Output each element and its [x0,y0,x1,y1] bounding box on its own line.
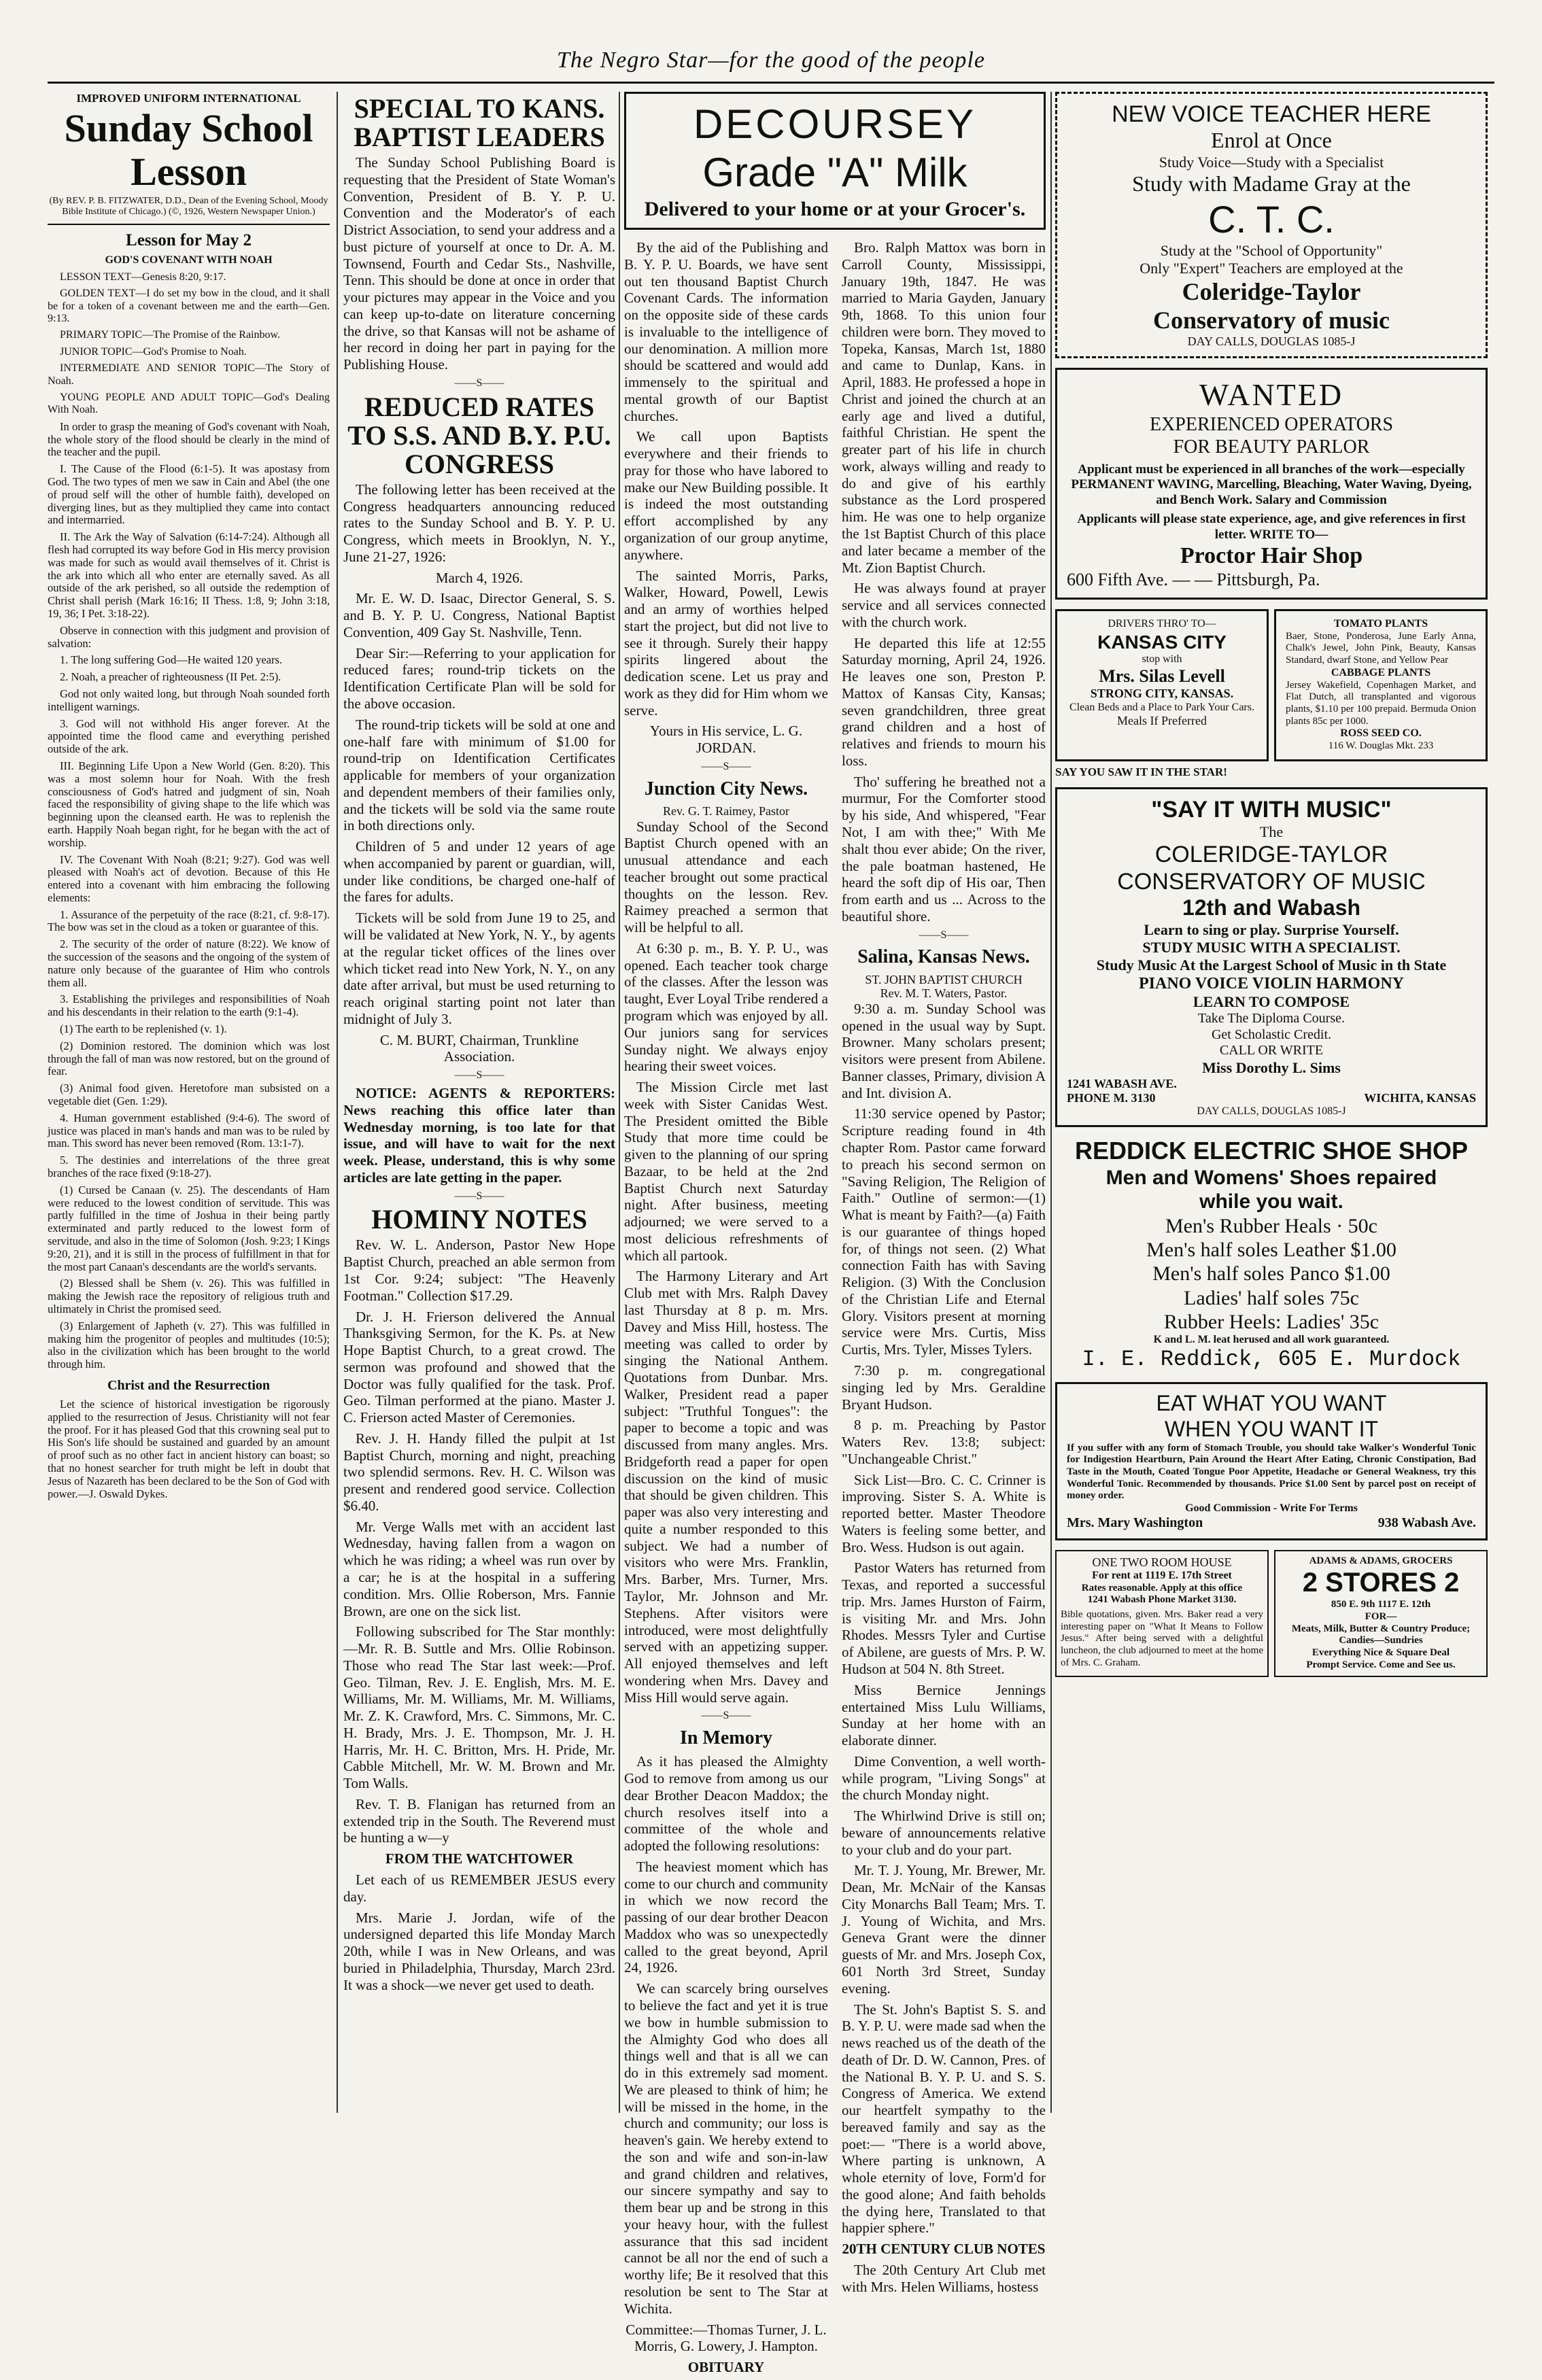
body-para: 3. God will not withhold His anger forever. At the appointed time the flood came and everything perished outside of the ark. [48,717,330,756]
body-para: The sainted Morris, Parks, Walker, Howard, Powell, Lewis and an army of worthies helped start the project, but did not live to see it through. Surely their happy spirits lingered about the dedication scene. Let us pray and work as they did for Him whom we serve. [624,567,828,719]
body-para: 4. Human government established (9:4-6). The sword of justice was placed in man's hands and man was to be ruled by man. This sword has never been removed (Rom. 13:1-7). [48,1111,330,1150]
ad-say-it-with-music: "SAY IT WITH MUSIC" The COLERIDGE-TAYLOR CONSERVATORY OF MUSIC 12th and Wabash Learn to sing or play. Surprise Yourself. STUDY MUSIC WITH A SPECIALIST. Study Music At the Largest School of Music in th State PIANO VOICE VIOLIN HARMONY LEARN TO COMPOSE Take The Diploma Course. Get Scholastic Credit. CALL OR WRITE Miss Dorothy L. Sims 1241 WABASH AVE. PHONE M. 3130 WICHITA, KANSAS DAY CALLS, DOUGLAS 1085-J [1055,787,1488,1127]
letter-signature: C. M. BURT, Chairman, Trunkline Association. [379,1031,579,1065]
body-para: 1. The long suffering God—He waited 120 years. [60,653,283,667]
body-para: 2. The security of the order of nature (8:22). We know of the succession of the seasons and the ongoing of the system of nature only because of the guarantee of Him who controls them all. [48,937,330,989]
body-para: The St. John's Baptist S. S. and B. Y. P. U. were made sad when the news reached us of the death of the death of Dr. D. W. Cannon, Pres. of the National B. Y. P. U. and S. S. Congress of America. We extend our heartfelt sympathy to the bereaved family and say as the poet:— "There is a world above, Where parting is unknown, A whole eternity of love, Form'd for the good alone; And faith beholds the dying here, Translated to that happier sphere." [842,2001,1046,2237]
body-para: The Whirlwind Drive is still on; beware of announcements relative to your club and do your part. [842,1808,1046,1858]
notice: NOTICE: AGENTS & REPORTERS: News reaching this office later than Wednesday morning, is too late for that issue, and will have to wait for the next week. Please, understand, this is why some articles are late getting in the paper. [343,1084,615,1186]
body-para: 3. Establishing the privileges and responsibilities of Noah and his descendants in their relation to the earth (9:1-4). [48,993,330,1019]
headline-watchtower: FROM THE WATCHTOWER [385,1850,574,1867]
ad-wanted: WANTED EXPERIENCED OPERATORS FOR BEAUTY PARLOR Applicant must be experienced in all branches of the work—especially PERMANENT WAVING, Marcelling, Bleaching, Water Waving, Dyeing, and Bench Work. Salary and Commission Applicants will please state experience, age, and give references in first letter. WRITE TO— Proctor Hair Shop 600 Fifth Ave. — — Pittsburgh, Pa. [1055,368,1488,600]
body-para: Miss Bernice Jennings entertained Miss Lulu Williams, Sunday at her home with an elaborate dinner. [842,1681,1046,1749]
letter-date: March 4, 1926. [435,569,524,586]
body-para: We can scarcely bring ourselves to believe the fact and yet it is true we bow in humble submission to the Almighty God who does all things well and that is all we can do in this extremely sad moment. We are pleased to think of him; he will be missed in the home, in the church and community; our loss is heaven's gain. We hereby extend to the son and wife and son-in-law and grand children and relatives, our sincere sympathy and say to them bear up and be strong in this your heavy hour, with the fullest assurance that this sad incident cannot be all nor the end of such a worthy life; Be it resolved that this resolution be sent to The Star at Wichita. [624,1980,828,2317]
body-para: Observe in connection with this judgment and provision of salvation: [48,623,330,650]
top-rule [48,82,1494,84]
text-line: INTERMEDIATE AND SENIOR TOPIC—The Story of Noah. [48,362,330,387]
body-para: The following letter has been received at the Congress headquarters announcing reduced rates to the Sunday School and B. Y. P. U. Congress, which meets in Brooklyn, N. Y., June 21-27, 1926: [343,481,615,565]
body-para: Following subscribed for The Star monthly:—Mr. R. B. Suttle and Mrs. Ollie Robinson. Those who read The Star last week:—Prof. Geo. Tilman, Rev. J. E. English, Mrs. M. E. Williams, Mr. M. Williams, Mr. M. Williams, Mr. Z. K. Crawford, Mrs. C. Simmons, Mr. C. H. Brady, Mrs. J. E. Thompson, Mr. J. H. Harris, Mr. H. C. Britton, Mrs. H. Pride, Mr. Cabble Mitchell, Mr. W. M. Brown and Mr. Tom Walls. [343,1623,615,1792]
body-para: Sick List—Bro. C. C. Crinner is improving. Sister S. A. White is reported better. Master Theodore Waters is feeling some better, and Bro. Wess. Hudson is out again. [842,1471,1046,1555]
column-news-2: DECOURSEY Grade "A" Milk Delivered to your home or at your Grocer's. By the aid of the Publishing and B. Y. P. U. Boards, we have sent out ten thousand Baptist Church Covenant Cards. The information on the opposite side of these cards is invaluable to the intelligence of our denomination. A million more should be scattered and would add immensely to the spiritual and mental growth of our Baptist churches. We call upon Baptists everywhere and their friends to pray for those who have labored to make our New Building possible. It is indeed the most outstanding effort accomplished by any organization of our group anytime, anywhere. The sainted Morris, Parks, Walker, Howard, Powell, Lewis and an army of worthies helped start the project, but did not live to see it through. Surely their happy spirits lingered about the dedication scene. Let us pray and work as they did for Him whom we serve. Yours in His service, L. G. JORDAN. ——S—— Junction City News. Rev. G. T. Raimey, Pastor Sunday School of the Second Baptist Church opened with an unusual attendance and each teacher brought out some practical thoughts on the lesson. Rev. Raimey preached a sermon that will be helpful to all. At 6:30 p. m., B. Y. P. U., was opened. Each teacher took charge of the classes. After the lesson was taught, Ever Loyal Tribe rendered a program which was enjoyed by all. Our juniors sang for services Sunday night. We always enjoy hearing their sweet voices. The Mission Circle met last week with Sister Canidas West. The President omitted the Bible Study that more time could be given to the planning of our spring Bazaar, to be held at the 2nd Baptist Church next Saturday night. After business, meeting adjourned; we were served to a most delicious refreshments of which all partook. The Harmony Literary and Art Club met with Mrs. Ralph Davey last Thursday at 8 p. m. Mrs. Davey and Miss Hill, hostess. The meeting was called to order by singing the National Anthem. Quotations from Dunbar. Mrs. Walker, President read a paper subject: "Truthful Tongues": the paper to become a topic and was discussed from many angles. Mrs. Bridgeforth read a paper for open discussion on the kind of music that should be given children. This paper was also very interesting and quite a number responded to this subject. We had a number of visitors who were Mrs. Franklin, Mrs. Barber, Mrs. Turner, Mrs. Taylor, Mr. Johnson and Mr. Stephens. After visitors were introduced, were most delightfully served with an appetizing supper. All enjoyed themselves and left wondering when Mrs. Davey and Miss Hill would serve again. ——S—— In Memory As it has pleased the Almighty God to remove from among us our dear Brother Deacon Maddox; the church resolves itself into a committee of the whole and adopted the following resolutions: The heaviest moment which has come to our church and community in which we now record the passing of our dear brother Deacon Maddox who was so unexpectedly called to the great beyond, April 24, 1926. We can scarcely bring ourselves to believe the fact and yet it is true we bow in humble submission to the Almighty God who does all things well and that is all we can do in this extremely sad moment. We are pleased to think of him; he will be missed in the home, in the church and community; our loss is heaven's gain. We hereby extend to the son and wife and son-in-law and grand children and relatives, our sincere sympathy and say to them bear up and be strong in this your heavy hour, with the fullest assurance that this sad incident cannot be all nor the end of such a worthy life; Be it resolved that this resolution be sent to The Star at Wichita. Committee:—Thomas Turner, J. L. Morris, G. Lowery, J. Hampton. OBITUARY Bro. Ralph Mattox was born in Carroll County, Mississippi, January 19th, 1847. He was married to Maria Gayden, January 9th, 1868. To this union four children were born. They moved to Topeka, Kansas, March 1st, 1880 and came to Dunlap, Kans. in April, 1883. He professed a hope in Christ and joined the church at an early age and lived a dutiful, faithful Christian. He spent the greater part of his life in church work, always willing and ready to do and give of his earthly substance as the Lord prospered him. He was one to help organize the 1st Baptist Church of this place and later became a member of the Mt. Zion Baptist Church. He was always found at prayer service and all services connected with the church work. He departed this life at 12:55 Saturday morning, April 24, 1926. He leaves one son, Preston P. Mattox of Kansas City, Kansas; seven grandchildren, three great grand children and a host of relatives and friends to mourn his loss. Tho' suffering he breathed not a murmur, For the Comforter stood by his side, And whispered, "Fear Not, I am with thee;" With Me shalt thou ever abide; On the river, the pale boatman hastened, He heard the soft dip of His oar, Then from earth and us ... Across to the beautiful shore. ——S—— Salina, Kansas News. ST. JOHN BAPTIST CHURCH Rev. M. T. Waters, Pastor. 9:30 a. m. Sunday School was opened in the usual way by Supt. Browner. Many scholars present; visitors were present from Abilene. Banner classes, Primary, division A and Int. division A. 11:30 service opened by Pastor; Scripture reading found in 4th chapter Rom. Pastor came forward to preach his second sermon on "Saving Religion, The Religion of Faith." Outline of sermon:—(1) What is meant by Faith?—(a) Faith is our guarantee of things hoped for, of things not seen. (2) What connection Faith has with Saving Religion. (3) With the Conclusion of the Christian Life and Eternal Glory. Visitors present at morning service were Mrs. Curtis, Miss Curtis, Mrs. Tyler, Misses Tylers. 7:30 p. m. congregational singing led by Mrs. Geraldine Bryant Hudson. 8 p. m. Preaching by Pastor Waters Rev. 13:8; subject: "Unchangeable Christ." Sick List—Bro. C. C. Crinner is improving. Sister S. A. White is reported better. Master Theodore Waters is feeling some better, and Bro. Wess. Hudson is out again. Pastor Waters has returned from Texas, and reported a successful trip. Mrs. James Hurston of Fairm, is visiting Mr. and Mrs. John Rhodes. Messrs Tyler and Curtise of Abilene, are guests of Mrs. P. W. Hudson at 504 N. 8th Street. Miss Bernice Jennings entertained Miss Lulu Williams, Sunday at her home with an elaborate dinner. Dime Convention, a well worth-while program, "Living Songs" at the church Monday night. The Whirlwind Drive is still on; beware of announcements relative to your club and do your part. Mr. T. J. Young, Mr. Brewer, Mr. Dean, Mr. McNair of the Kansas City Monarchs Ball Team; Mrs. T. J. Young of Wichita, and Mrs. Geneva Grant were the dinner guests of Mr. and Mrs. Joseph Cox, 601 North 3rd Street, Sunday evening. The St. John's Baptist S. S. and B. Y. P. U. were made sad when the news reached us of the death of the death of Dr. D. W. Cannon, Pres. of the National B. Y. P. U. and S. S. Congress of America. We extend our heartfelt sympathy to the bereaved family and say as the poet:— "There is a world above, Where parting is unknown, A whole eternity of love, Form'd for the good alone; And faith beholds the dying here, Translated to that happier sphere." 20TH CENTURY CLUB NOTES The 20th Century Art Club met with Mrs. Helen Williams, hostess [624,92,1046,2113]
divider: ——S—— [454,1190,504,1202]
column-news-1 [343,92,615,2113]
divider: ——S—— [454,377,504,389]
body-para: 1. Assurance of the perpetuity of the race (8:21, cf. 9:8-17). The bow was set in the cloud as a token or guarantee of this. [48,908,330,934]
body-para: By the aid of the Publishing and B. Y. P. U. Boards, we have sent out ten thousand Baptist Church Covenant Cards. The information on the opposite side of these cards is invaluable to the intelligence of our denomination. A million more should be scattered and would add immensely to the spiritual and mental growth of our Baptist churches. [624,239,828,424]
body-para: The round-trip tickets will be sold at one and one-half fare with minimum of $1.00 for round-trip on Identification Certificates applicable for members of your organization and dependent members of their families only, and the tickets will be sold via the same route in both directions only. [343,716,615,834]
headline-in-memory: In Memory [679,1727,773,1749]
body-para: Let each of us REMEMBER JESUS every day. [343,1872,615,1905]
column-sunday-school [48,92,330,2113]
body-para: The heaviest moment which has come to our church and community in which we now record the passing of our dear brother Deacon Maddox who was so unexpectedly called to the great beyond, April 24, 1926. [624,1858,828,1976]
say-you-saw-it: SAY YOU SAW IT IN THE STAR! [1055,765,1227,778]
body-para: Sunday School of the Second Baptist Church opened with an unusual attendance and each teacher brought out some practical thoughts on the lesson. Rev. Raimey preached a sermon that will be helpful to all. [624,818,828,936]
ad-reddick-shoe-shop: REDDICK ELECTRIC SHOE SHOP Men and Womens' Shoes repaired while you wait. Men's Rubber Heals · 50c Men's half soles Leather $1.00 Men's half soles Panco $1.00 Ladies' half soles 75c Rubber Heels: Ladies' 35c K and L. M. leat herused and all work guaranteed. I. E. Reddick, 605 E. Murdock [1074,1137,1469,1373]
body-para: IV. The Covenant With Noah (8:21; 9:27). God was well pleased with Noah's act of devotion. Because of this He entered into a covenant with him embracing the following elements: [48,852,330,904]
body-para: (3) Enlargement of Japheth (v. 27). This was fulfilled in making him the progenitor of peoples and multitudes (10:5); also in the civilization which has been brought to the world through him. [48,1319,330,1371]
ad-title-2: Grade "A" Milk [702,149,967,195]
body-para: Dime Convention, a well worth-while program, "Living Songs" at the church Monday night. [842,1753,1046,1804]
subhead: Rev. G. T. Raimey, Pastor [663,804,789,818]
body-para: 7:30 p. m. congregational singing led by Mrs. Geraldine Bryant Hudson. [842,1362,1046,1413]
body-para: The Sunday School Publishing Board is requesting that the President of State Woman's Convention, President of B. Y. P. U. Convention and the Moderator's of each District Association, to send your address and a bust picture of yourself at once to Dr. A. M. Townsend, Fourth and Cedar Sts., Nashville, Tenn. This should be done at once in order that your pictures may appear in the Voice and you can keep up-to-date on literature concerning the drive, so that Kansas will not be ashame of her record in doing her part in paying for the Publishing House. [343,154,615,373]
column-divider [1050,92,1052,2113]
byline: (By REV. P. B. FITZWATER, D.D., Dean of the Evening School, Moody Bible Institute of Chicago.) (©, 1926, Western Newspaper Union.) [49,196,328,218]
body-para: Mrs. Marie J. Jordan, wife of the undersigned departed this life Monday March 20th, while I was in New Orleans, and was buried in Philadelphia, Thursday, March 23rd. It was a shock—we never get used to death. [343,1909,615,1993]
ad-title: DECOURSEY [693,101,977,147]
body-para: In order to grasp the meaning of God's covenant with Noah, the whole story of the flood should be clearly in the mind of the teacher and the pupil. [48,419,330,459]
body-para: We call upon Baptists everywhere and their friends to pray for those who have labored to make our New Building possible. It is indeed the most outstanding effort accomplished by any organization of our group anytime, anywhere. [624,428,828,563]
body-para: (1) The earth to be replenished (v. 1). [60,1022,227,1036]
headline-20th-century: 20TH CENTURY CLUB NOTES [842,2241,1046,2258]
body-para: 11:30 service opened by Pastor; Scripture reading found in 4th chapter Rom. Pastor came forward to preach his second sermon on "Saving Religion, The Religion of Faith." Outline of sermon:—(1) What is meant by Faith?—(a) Faith is our guarantee of things hoped for, of things not seen. (2) What connection Faith has with Saving Religion. (3) With the Conclusion of the Christian Life and Eternal Glory. Visitors present at morning service were Mrs. Curtis, Miss Curtis, Mrs. Tyler, Misses Tylers. [842,1105,1046,1358]
text-line: JUNIOR TOPIC—God's Promise to Noah. [60,345,247,358]
body-para: Dear Sir:—Referring to your application for reduced fares; round-trip tickets on the Identification Certificate Plan will be sold for the above occasion. [343,644,615,712]
body-para: 9:30 a. m. Sunday School was opened in the usual way by Supt. Browner. Many scholars present; visitors were present from Abilene. Banner classes, Primary, division A and Int. division A. [842,1000,1046,1101]
committee: Committee:—Thomas Turner, J. L. Morris, G. Lowery, J. Hampton. [626,2321,827,2355]
text-line: YOUNG PEOPLE AND ADULT TOPIC—God's Dealing With Noah. [48,392,330,416]
ad-voice-teacher: NEW VOICE TEACHER HERE Enrol at Once Study Voice—Study with a Specialist Study with Madame Gray at the C. T. C. Study at the "School of Opportunity" Only "Expert" Teachers are employed at the Coleridge-Taylor Conservatory of music DAY CALLS, DOUGLAS 1085-J [1055,92,1488,358]
body-para: Pastor Waters has returned from Texas, and reported a successful trip. Mrs. James Hurston of Fairm, is visiting Mr. and Mrs. John Rhodes. Messrs Tyler and Curtise of Abilene, are guests of Mrs. P. W. Hudson at 504 N. 8th Street. [842,1559,1046,1677]
obituary-label: OBITUARY [687,2359,765,2376]
headline-reduced-rates: REDUCED RATES TO S.S. AND B.Y. P.U. CONGRESS [347,391,611,479]
body-para: Mr. Verge Walls met with an accident last Wednesday, having fallen from a wagon on which he was riding; a wheel was run over by a car; he is at the hospital in a suffering condition. Mrs. Ollie Roberson, Mrs. Fannie Brown, are one on the sick list. [343,1518,615,1619]
headline-special-kansas: SPECIAL TO KANS. BAPTIST LEADERS [354,93,605,152]
body-para: The Mission Circle met last week with Sister Canidas West. The President omitted the Bible Study that more time could be given to the planning of our spring Bazaar, to be held at the 2nd Baptist Church next Saturday night. After business, meeting adjourned; we were served to a most delicious refreshments of which all partook. [624,1079,828,1264]
body-para: (3) Animal food given. Heretofore man subsisted on a vegetable diet (Gen. 1:29). [48,1082,330,1108]
body-para: Rev. J. H. Handy filled the pulpit at 1st Baptist Church, morning and night, preaching two splendid sermons. Rev. H. C. Wilson was present and rendered good service. Collection $6.40. [343,1430,615,1514]
headline-hominy: HOMINY NOTES [371,1204,587,1235]
body-para: 2. Noah, a preacher of righteousness (II Pet. 2:5). [60,670,281,684]
body-para: The Harmony Literary and Art Club met with Mrs. Ralph Davey last Thursday at 8 p. m. Mrs. Davey and Miss Hill, hostess. The meeting was called to order by singing the National Anthem. Quotations from Dunbar. Mrs. Walker, President read a paper subject: "Truthful Tongues": the paper to become a topic and was discussed from many angles. Mrs. Bridgeforth read a paper for open discussion on the kind of music that should be given children. This paper was also very interesting and quite a number responded to this subject. We had a number of visitors who were Mrs. Franklin, Mrs. Barber, Mrs. Turner, Mrs. Taylor, Mr. Johnson and Mr. Stephens. After visitors were introduced, were most delightfully served with an appetizing supper. All enjoyed themselves and left wondering when Mrs. Davey and Miss Hill would serve again. [624,1268,828,1706]
headline-junction-city: Junction City News. [644,778,808,799]
column-ads [1055,92,1488,2113]
body-para: Bro. Ralph Mattox was born in Carroll County, Mississippi, January 19th, 1847. He was married to Maria Gayden, January 9th, 1868. To this union four children were born. They moved to Topeka, Kansas, March 1st, 1880 and came to Dunlap, Kans. in April, 1883. He professed a hope in Christ and joined the church at an early age and lived a dutiful, faithful Christian. He spent the greater part of his life in church work, always willing and ready to do and give of his earthly substance as the Lord prospered him. He was one to help organize the 1st Baptist Church of this place and later became a member of the Mt. Zion Baptist Church. [842,239,1046,576]
divider: ——S—— [454,1069,504,1082]
poem: Tho' suffering he breathed not a murmur, For the Comforter stood by his side, And whispered, "Fear Not, I am with thee;" With Me shalt thou ever abide; On the river, the pale boatman hastened, He heard the soft dip of His oar, Then from earth and us ... Across to the beautiful shore. [842,773,1046,925]
body-para: He was always found at prayer service and all services connected with the church work. [842,580,1046,630]
ad-eat-what-you-want: EAT WHAT YOU WANT WHEN YOU WANT IT If you suffer with any form of Stomach Trouble, you should take Walker's Wonderful Tonic for Indigestion Heartburn, Pain Around the Heart After Eating, Chronic Constipation, Bad Taste in the Mouth, Coated Tongue Poor Appetite, Headache or General Weakness, try this Wonderful Tonic. Recommended by thousands. Price $1.00 Sent by parcel post on receipt of money order. Good Commission - Write For Terms Mrs. Mary Washington 938 Wabash Ave. [1055,1382,1488,1540]
ad-tomato-plants: TOMATO PLANTS Baer, Stone, Ponderosa, June Early Anna, Chalk's Jewel, John Pink, Beauty, Kansas Standard, dwarf Stone, and Yellow Pear CABBAGE PLANTS Jersey Wakefield, Copenhagen Market, and Flat Dutch, all transplanted and vigorous plants, $1.10 per 100 prepaid. Bermuda Onion plants 85c per 1000. ROSS SEED CO. 116 W. Douglas Mkt. 233 [1274,609,1488,761]
ad-drivers: DRIVERS THRO' TO— KANSAS CITY stop with Mrs. Silas Levell STRONG CITY, KANSAS. Clean Beds and a Place to Park Your Cars. Meals If Preferred [1055,609,1269,761]
lesson-head: Lesson for May 2 [126,230,252,249]
letter-address: Mr. E. W. D. Isaac, Director General, S. S. and B. Y. P. U. Congress, National Baptist Convention, 409 Gay St. Nashville, Tenn. [343,590,615,640]
text-line: GOLDEN TEXT—I do set my bow in the cloud, and it shall be for a token of a covenant between me and the earth—Gen. 9:13. [48,288,330,325]
body-para: As it has pleased the Almighty God to remove from among us our dear Brother Deacon Maddox; the church resolves itself into a committee of the whole and adopted the following resolutions: [624,1753,828,1855]
body-para: Tickets will be sold from June 19 to 25, and will be validated at New York, N. Y., by agents at the regular ticket offices of the lines over which ticket read into New York, N. Y., on any date after arrival, but must be used returning to reach original starting point not later than midnight of July 3. [343,910,615,1027]
column-divider [619,92,620,2113]
title-sunday-school: Sunday School [64,105,313,150]
ad-adams-grocers: ADAMS & ADAMS, GROCERS 2 STORES 2 850 E. 9th 1117 E. 12th FOR— Meats, Milk, Butter & Country Produce; Candies—Sundries Everything Nice & Square Deal Prompt Service. Come and See us. [1274,1550,1488,1677]
body-para: III. Beginning Life Upon a New World (Gen. 8:20). This was a most solemn hour for Noah. With the fresh consciousness of God's hatred and judgment of sin, Noah faced the responsibility of giving shape to the life which was beginning upon the cleansed earth. He was to replenish the earth. Happily Noah began right, for he began with the act of worship. [48,759,330,849]
ad-subtitle: Delivered to your home or at your Grocer's. [644,197,1026,220]
body-para: I. The Cause of the Flood (6:1-5). It was apostasy from God. The two types of men we saw in Cain and Abel (the one of proud self will the other of humble faith), developed on diverging lines, but as they multiplied they came into contact and intermarried. [48,462,330,527]
body-para: The 20th Century Art Club met with Mrs. Helen Williams, hostess [842,2262,1046,2295]
headline-salina: Salina, Kansas News. [857,946,1030,968]
body-para: Rev. T. B. Flanigan has returned from an extended trip in the South. The Reverend must be hunting a w—y [343,1795,615,1846]
body-para: God not only waited long, but through Noah sounded forth intelligent warnings. [48,687,330,713]
body-para: (1) Cursed be Canaan (v. 25). The descendants of Ham were reduced to the lowest condition of servitude. This was partly fulfilled in the time of Joshua in their being partly exterminated and partly reduced to the lowest form of servitude, and also in the time of Solomon (Josh. 9:23; I Kings 9:20, 21), and it is still in the process of fulfillment in that for the most part Canaan's descendants are the world's servants. [48,1183,330,1273]
body-para: 5. The destinies and interrelations of the three great branches of the race fixed (9:18-27). [48,1154,330,1180]
kicker: IMPROVED UNIFORM INTERNATIONAL [76,92,301,105]
subhead: ST. JOHN BAPTIST CHURCH [865,972,1023,986]
body-para: 8 p. m. Preaching by Pastor Waters Rev. 13:8; subject: "Unchangeable Christ." [842,1417,1046,1467]
body-para: Children of 5 and under 12 years of age when accompanied by parent or guardian, will, under like conditions, be charged one-half of the fares for adults. [343,838,615,906]
resurrection-head: Christ and the Resurrection [107,1377,271,1393]
body-para: Rev. W. L. Anderson, Pastor New Hope Baptist Church, preached an able sermon from 1st Cor. 9:24; subject: "The Heavenly Footman." Collection $17.29. [343,1237,615,1304]
text-line: LESSON TEXT—Genesis 8:20, 9:17. [60,271,226,283]
body-para: (2) Blessed shall be Shem (v. 26). This was fulfilled in making the Jewish race the repository of religious truth and ultimately in Christ the promised seed. [48,1277,330,1315]
signature: Yours in His service, L. G. JORDAN. [649,723,803,757]
title-lesson: Lesson [131,150,247,194]
resurrection-body: Let the science of historical investigation be rigorously applied to the resurrection of Jesus. Christianity will not fear the proof. For it has pleased God that this crowning seal put to His Son's life should be sustained and guarded by an amount of proof such as no other fact in ancient history can boast; so that no honest searcher for truth might be left in doubt that Jesus of Nazareth has been declared to be the Son of God with power.—J. Oswald Dykes. [48,1397,330,1501]
body-para: (2) Dominion restored. The dominion which was lost through the fall of man was now restored, but on the ground of fear. [48,1039,330,1078]
body-para: He departed this life at 12:55 Saturday morning, April 24, 1926. He leaves one son, Preston P. Mattox of Kansas City, Kansas; seven grandchildren, three great grand children and a host of relatives and friends to mourn his loss. [842,634,1046,769]
ad-room-house: ONE TWO ROOM HOUSE For rent at 1119 E. 17th Street Rates reasonable. Apply at this office 1241 Wabash Phone Market 3130. Bible quotations, given. Mrs. Baker read a very interesting paper on "What It Means to Follow Jesus." After being served with a delightful luncheon, the club adjourned to meet at the home of Mrs. C. Graham. [1055,1550,1269,1677]
body-para: Mr. T. J. Young, Mr. Brewer, Mr. Dean, Mr. McNair of the Kansas City Monarchs Ball Team; Mrs. T. J. Young of Wichita, and Mrs. Geneva Grant were the dinner guests of Mr. and Mrs. Joseph Cox, 601 North 3rd Street, Sunday evening. [842,1862,1046,1997]
ad-decoursey-milk [624,92,1046,230]
body-para: At 6:30 p. m., B. Y. P. U., was opened. Each teacher took charge of the classes. After the lesson was taught, Ever Loyal Tribe rendered a program which was enjoyed by all. Our juniors sang for services Sunday night. We always enjoy hearing their sweet voices. [624,939,828,1075]
column-divider [337,92,338,2113]
body-para: Dr. J. H. Frierson delivered the Annual Thanksgiving Sermon, for the K. Ps. at New Hope Baptist Church, to a great crowd. The sermon was profound and showed that the Doctor was fully qualified for the task. Prof. Geo. Tilman performed at the piano. Master J. C. Frierson acted Master of Ceremonies. [343,1308,615,1426]
masthead: The Negro Star—for the good of the people [557,48,985,73]
text-line: PRIMARY TOPIC—The Promise of the Rainbow. [60,329,281,341]
body-para: II. The Ark the Way of Salvation (6:14-7:24). Although all flesh had corrupted its way before God in His mercy provision was made for such as would avail themselves of it. Christ is the ark into which all who enter are eternally saved. As all outside of the ark perished, so all outside the redemption of Christ shall perish (Mark 16:16; II Thess. 1:8, 9; John 3:18, 19, 36; I Pet. 3:18-22). [48,530,330,620]
subhead: Rev. M. T. Waters, Pastor. [880,986,1008,1001]
lesson-sub: GOD'S COVENANT WITH NOAH [105,254,273,266]
